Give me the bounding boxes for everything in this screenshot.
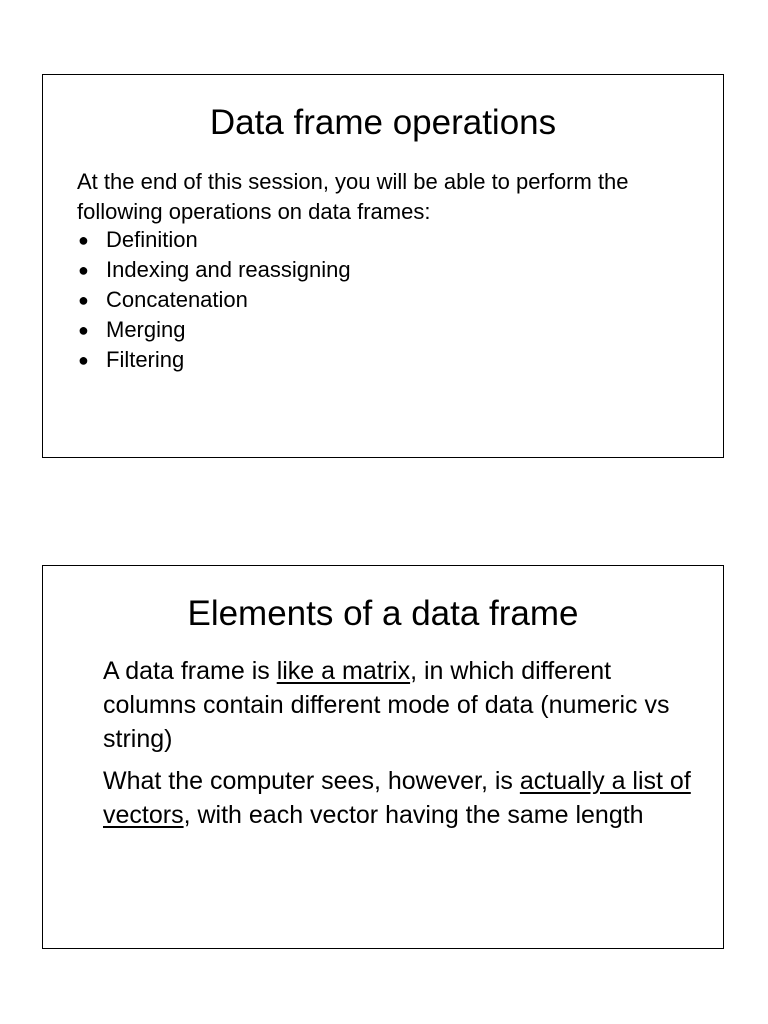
bullet-icon: ● <box>78 350 89 370</box>
slide-elements-of-data-frame <box>42 565 724 949</box>
bullet-icon: ● <box>78 260 89 280</box>
list-item <box>77 255 351 285</box>
slide-title: Elements of a data frame <box>187 594 579 633</box>
list-item <box>77 345 351 375</box>
operations-list <box>77 225 351 375</box>
paragraph-text: , in which different columns contain different mode of data (numeric vs string) <box>103 657 670 753</box>
underlined-phrase: like a matrix <box>276 657 411 685</box>
paragraph-text: , with each vector having the same length <box>183 801 644 829</box>
paragraph-text: A data frame is <box>103 657 277 685</box>
bullet-icon: ● <box>78 320 89 340</box>
slide-data-frame-operations <box>42 74 724 458</box>
list-item-label: Definition <box>106 227 198 252</box>
paragraph-text: What the computer sees, however, is <box>103 767 520 795</box>
bullet-icon: ● <box>78 290 89 310</box>
list-item-label: Filtering <box>106 347 185 372</box>
list-item <box>77 315 351 345</box>
bullet-icon: ● <box>78 230 89 250</box>
intro-text: At the end of this session, you will be able to perform the following operations on data frames: <box>77 169 629 224</box>
paragraph-list-of-vectors <box>103 764 703 832</box>
paragraph-matrix <box>103 654 703 756</box>
list-item-label: Indexing and reassigning <box>106 257 351 282</box>
underlined-phrase: actually a list of vectors <box>103 767 691 829</box>
list-item-label: Merging <box>106 317 186 342</box>
list-item <box>77 285 351 315</box>
list-item-label: Concatenation <box>106 287 248 312</box>
list-item <box>77 225 351 255</box>
slide-title: Data frame operations <box>209 103 557 142</box>
